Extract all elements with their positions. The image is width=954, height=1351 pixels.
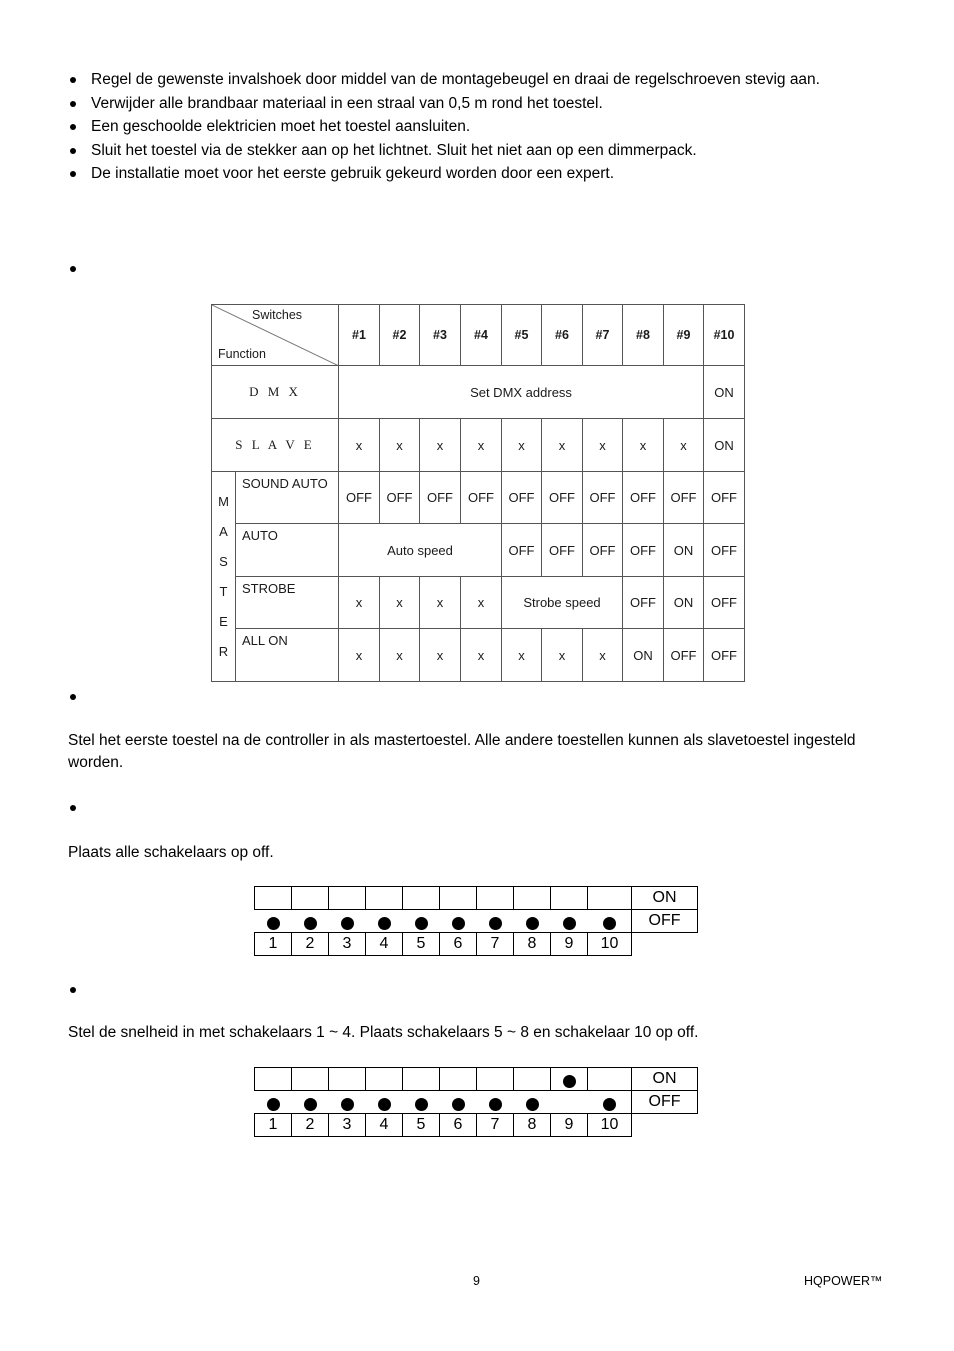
strobe-label: STROBE bbox=[236, 577, 339, 629]
strobe-cell: OFF bbox=[623, 577, 664, 629]
switch-number: 7 bbox=[477, 1114, 514, 1137]
auto-cell: OFF bbox=[623, 524, 664, 577]
switch-knob-icon bbox=[341, 917, 354, 930]
switch-on-slot bbox=[255, 887, 292, 910]
all-on-cell: x bbox=[420, 629, 461, 682]
switch-header: #7 bbox=[583, 305, 623, 366]
switch-header: #6 bbox=[542, 305, 583, 366]
all-on-cell: x bbox=[583, 629, 623, 682]
strobe-cell: OFF bbox=[704, 577, 745, 629]
switch-on-slot bbox=[366, 887, 403, 910]
sound-auto-cell: OFF bbox=[339, 472, 380, 524]
switch-off-slot bbox=[403, 910, 440, 933]
switch-off-slot bbox=[440, 1091, 477, 1114]
switch-off-slot bbox=[366, 910, 403, 933]
auto-cell: ON bbox=[664, 524, 704, 577]
switch-knob-icon bbox=[563, 1075, 576, 1088]
switch-off-slot bbox=[588, 910, 632, 933]
all-on-cell: x bbox=[502, 629, 542, 682]
paragraph-master: Stel het eerste toestel na de controller in als mastertoestel. Alle andere toestellen kunnen als slavetoestel ingesteld worden. bbox=[68, 732, 856, 771]
bullet-marker bbox=[70, 694, 76, 700]
switch-number: 5 bbox=[403, 1114, 440, 1137]
all-on-cell: x bbox=[461, 629, 502, 682]
switch-off-slot bbox=[292, 910, 329, 933]
switch-on-slot bbox=[588, 1068, 632, 1091]
header-diagonal-cell bbox=[212, 305, 339, 366]
all-on-cell: OFF bbox=[664, 629, 704, 682]
sound-auto-label: SOUND AUTO bbox=[236, 472, 339, 524]
all-on-cell: x bbox=[542, 629, 583, 682]
switch-knob-icon bbox=[452, 1098, 465, 1111]
all-on-label: ALL ON bbox=[236, 629, 339, 682]
switch-knob-icon bbox=[415, 1098, 428, 1111]
switch-header: #3 bbox=[420, 305, 461, 366]
master-letter: S bbox=[219, 553, 228, 569]
switch-knob-icon bbox=[603, 917, 616, 930]
dmx-sw10-cell: ON bbox=[704, 366, 745, 419]
switch-off-slot bbox=[588, 1091, 632, 1114]
master-letter: R bbox=[218, 643, 229, 659]
dip-switch-diagram-all-off bbox=[254, 886, 698, 956]
switch-number: 3 bbox=[329, 933, 366, 956]
switch-knob-icon bbox=[526, 917, 539, 930]
bullet-item: Sluit het toestel via de stekker aan op het lichtnet. Sluit het niet aan op een dimmerpack. bbox=[68, 139, 820, 163]
switch-off-slot bbox=[551, 1091, 588, 1114]
switch-number: 6 bbox=[440, 933, 477, 956]
switch-knob-icon bbox=[267, 1098, 280, 1111]
switch-number: 2 bbox=[292, 1114, 329, 1137]
switch-off-slot bbox=[329, 910, 366, 933]
sound-auto-cell: OFF bbox=[461, 472, 502, 524]
strobe-cell: x bbox=[380, 577, 420, 629]
switch-knob-icon bbox=[526, 1098, 539, 1111]
empty-cell bbox=[632, 933, 698, 956]
slave-cell: x bbox=[502, 419, 542, 472]
slave-label: S L A V E bbox=[212, 419, 339, 472]
slave-cell: x bbox=[380, 419, 420, 472]
switch-off-slot bbox=[255, 1091, 292, 1114]
switch-function-table bbox=[211, 304, 745, 682]
switch-number: 4 bbox=[366, 933, 403, 956]
paragraph-off: Plaats alle schakelaars op off. bbox=[68, 844, 274, 861]
switch-on-slot bbox=[514, 1068, 551, 1091]
slave-cell: x bbox=[664, 419, 704, 472]
slave-cell: ON bbox=[704, 419, 745, 472]
sound-auto-cell: OFF bbox=[623, 472, 664, 524]
master-vertical-label bbox=[212, 472, 236, 682]
on-label: ON bbox=[632, 1068, 698, 1091]
switch-header: #2 bbox=[380, 305, 420, 366]
strobe-cell: x bbox=[339, 577, 380, 629]
all-on-cell: OFF bbox=[704, 629, 745, 682]
all-on-cell: x bbox=[339, 629, 380, 682]
switch-off-slot bbox=[329, 1091, 366, 1114]
switch-off-slot bbox=[403, 1091, 440, 1114]
off-label: OFF bbox=[632, 1091, 698, 1114]
sound-auto-cell: OFF bbox=[502, 472, 542, 524]
switch-header: #1 bbox=[339, 305, 380, 366]
switch-on-slot bbox=[551, 887, 588, 910]
switch-number: 8 bbox=[514, 1114, 551, 1137]
on-label: ON bbox=[632, 887, 698, 910]
bullet-item: Regel de gewenste invalshoek door middel van de montagebeugel en draai de regelschroeven stevig aan. bbox=[68, 68, 820, 92]
switch-number: 6 bbox=[440, 1114, 477, 1137]
switch-number: 10 bbox=[588, 933, 632, 956]
switch-knob-icon bbox=[489, 917, 502, 930]
switch-on-slot bbox=[366, 1068, 403, 1091]
switch-on-slot bbox=[403, 887, 440, 910]
bullet-marker bbox=[70, 266, 76, 272]
bullet-marker bbox=[70, 987, 76, 993]
switch-off-slot bbox=[477, 910, 514, 933]
strobe-speed-cell: Strobe speed bbox=[502, 577, 623, 629]
empty-cell bbox=[632, 1114, 698, 1137]
switch-on-slot bbox=[403, 1068, 440, 1091]
switch-on-slot bbox=[514, 887, 551, 910]
all-on-cell: x bbox=[380, 629, 420, 682]
switch-knob-icon bbox=[304, 917, 317, 930]
switch-off-slot bbox=[292, 1091, 329, 1114]
bullet-item: Een geschoolde elektricien moet het toestel aansluiten. bbox=[68, 115, 820, 139]
switch-header: #9 bbox=[664, 305, 704, 366]
switch-knob-icon bbox=[341, 1098, 354, 1111]
sound-auto-cell: OFF bbox=[542, 472, 583, 524]
switch-off-slot bbox=[366, 1091, 403, 1114]
switch-number: 3 bbox=[329, 1114, 366, 1137]
dmx-label: D M X bbox=[212, 366, 339, 419]
slave-cell: x bbox=[542, 419, 583, 472]
switch-number: 4 bbox=[366, 1114, 403, 1137]
sound-auto-cell: OFF bbox=[380, 472, 420, 524]
switch-knob-icon bbox=[452, 917, 465, 930]
switch-number: 9 bbox=[551, 933, 588, 956]
switch-on-slot bbox=[477, 1068, 514, 1091]
master-letter: T bbox=[219, 583, 228, 599]
master-letter: M bbox=[218, 493, 229, 509]
paragraph-speed: Stel de snelheid in met schakelaars 1 ~ 4. Plaats schakelaars 5 ~ 8 en schakelaar 10 op off. bbox=[68, 1024, 699, 1041]
switch-knob-icon bbox=[563, 917, 576, 930]
switch-knob-icon bbox=[378, 1098, 391, 1111]
sound-auto-cell: OFF bbox=[664, 472, 704, 524]
footer-brand: HQPOWER™ bbox=[804, 1274, 883, 1288]
switch-knob-icon bbox=[304, 1098, 317, 1111]
switch-number: 9 bbox=[551, 1114, 588, 1137]
header-switches-label: Switches bbox=[252, 308, 303, 322]
master-letter: A bbox=[219, 523, 228, 539]
auto-label: AUTO bbox=[236, 524, 339, 577]
auto-cell: OFF bbox=[502, 524, 542, 577]
switch-on-slot bbox=[329, 887, 366, 910]
dip-switch-diagram-auto bbox=[254, 1067, 698, 1137]
strobe-cell: x bbox=[461, 577, 502, 629]
switch-off-slot bbox=[514, 910, 551, 933]
switch-number: 1 bbox=[255, 933, 292, 956]
all-on-cell: ON bbox=[623, 629, 664, 682]
switch-on-slot bbox=[588, 887, 632, 910]
slave-cell: x bbox=[339, 419, 380, 472]
switch-number: 7 bbox=[477, 933, 514, 956]
switch-header: #8 bbox=[623, 305, 664, 366]
switch-on-slot bbox=[329, 1068, 366, 1091]
switch-on-slot bbox=[477, 887, 514, 910]
auto-speed-cell: Auto speed bbox=[339, 524, 502, 577]
sound-auto-cell: OFF bbox=[704, 472, 745, 524]
switch-number: 1 bbox=[255, 1114, 292, 1137]
bullet-item: Verwijder alle brandbaar materiaal in een straal van 0,5 m rond het toestel. bbox=[68, 92, 820, 116]
slave-cell: x bbox=[623, 419, 664, 472]
auto-cell: OFF bbox=[583, 524, 623, 577]
switch-knob-icon bbox=[415, 917, 428, 930]
page-number: 9 bbox=[473, 1274, 480, 1288]
switch-header: #10 bbox=[704, 305, 745, 366]
sound-auto-cell: OFF bbox=[420, 472, 461, 524]
switch-off-slot bbox=[255, 910, 292, 933]
slave-cell: x bbox=[583, 419, 623, 472]
slave-cell: x bbox=[420, 419, 461, 472]
switch-on-slot bbox=[551, 1068, 588, 1091]
bullet-item: De installatie moet voor het eerste gebruik gekeurd worden door een expert. bbox=[68, 162, 820, 186]
switch-off-slot bbox=[551, 910, 588, 933]
switch-on-slot bbox=[440, 887, 477, 910]
switch-header: #5 bbox=[502, 305, 542, 366]
switch-number: 10 bbox=[588, 1114, 632, 1137]
switch-on-slot bbox=[255, 1068, 292, 1091]
switch-off-slot bbox=[514, 1091, 551, 1114]
switch-number: 5 bbox=[403, 933, 440, 956]
auto-cell: OFF bbox=[704, 524, 745, 577]
switch-on-slot bbox=[292, 887, 329, 910]
intro-bullet-list bbox=[68, 68, 820, 186]
switch-knob-icon bbox=[603, 1098, 616, 1111]
auto-cell: OFF bbox=[542, 524, 583, 577]
switch-on-slot bbox=[440, 1068, 477, 1091]
header-function-label: Function bbox=[218, 347, 266, 361]
switch-on-slot bbox=[292, 1068, 329, 1091]
switch-knob-icon bbox=[489, 1098, 502, 1111]
master-letter: E bbox=[219, 613, 228, 629]
strobe-cell: x bbox=[420, 577, 461, 629]
dmx-address-cell: Set DMX address bbox=[339, 366, 704, 419]
switch-number: 8 bbox=[514, 933, 551, 956]
slave-cell: x bbox=[461, 419, 502, 472]
switch-knob-icon bbox=[267, 917, 280, 930]
bullet-marker bbox=[70, 805, 76, 811]
switch-off-slot bbox=[440, 910, 477, 933]
off-label: OFF bbox=[632, 910, 698, 933]
switch-knob-icon bbox=[378, 917, 391, 930]
switch-header: #4 bbox=[461, 305, 502, 366]
strobe-cell: ON bbox=[664, 577, 704, 629]
sound-auto-cell: OFF bbox=[583, 472, 623, 524]
switch-number: 2 bbox=[292, 933, 329, 956]
switch-off-slot bbox=[477, 1091, 514, 1114]
